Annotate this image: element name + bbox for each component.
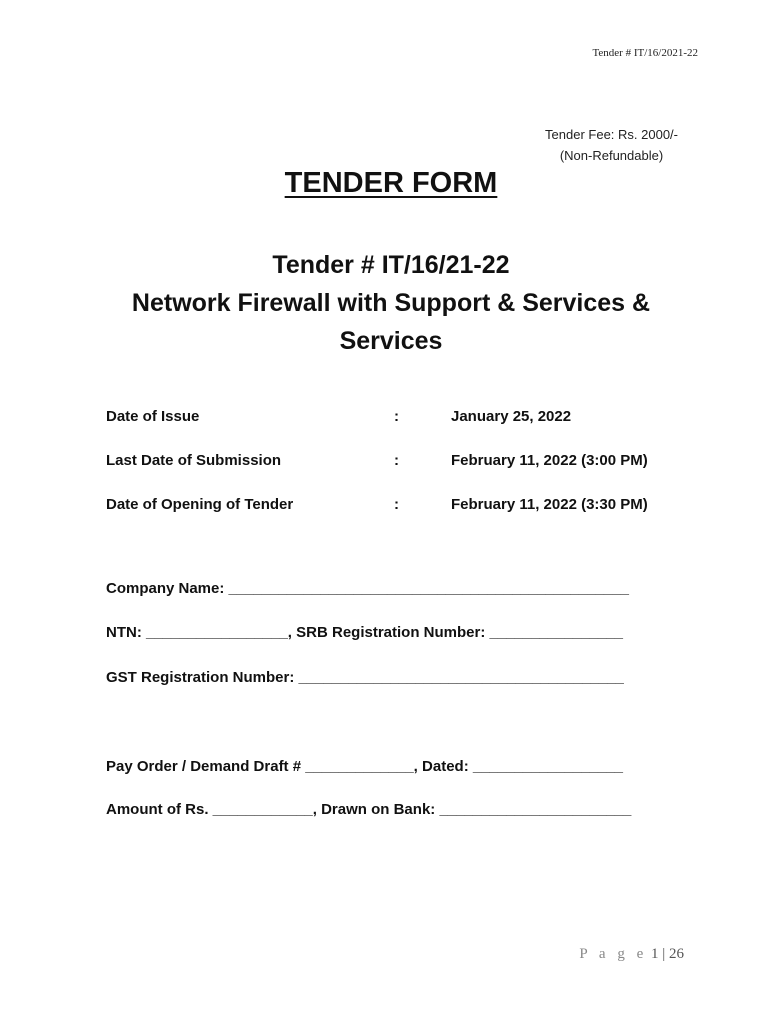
page-number	[579, 946, 684, 963]
schedule-value: February 11, 2022 (3:30 PM)	[451, 496, 648, 513]
schedule-value: January 25, 2022	[451, 408, 572, 425]
page-count: 1 | 26	[650, 946, 684, 962]
page-title: TENDER FORM	[284, 167, 498, 199]
schedule-separator: :	[394, 408, 399, 425]
company-name-field[interactable]: Company Name: ________________________________________________	[106, 580, 629, 597]
tender-subtitle	[0, 246, 770, 360]
page-label: P a g e	[579, 946, 648, 962]
tender-fee	[545, 124, 678, 166]
schedule-value: February 11, 2022 (3:00 PM)	[451, 452, 648, 469]
tender-fee-note: (Non-Refundable)	[559, 148, 664, 163]
gst-registration-field[interactable]: GST Registration Number: _______________________________________	[106, 669, 624, 686]
tender-number: Tender # IT/16/21-22	[272, 251, 510, 279]
schedule-label: Last Date of Submission	[106, 452, 282, 469]
amount-bank-field[interactable]: Amount of Rs. ____________, Drawn on Bank: _______________________	[106, 801, 632, 818]
ntn-srb-field[interactable]: NTN: _________________, SRB Registration Number: ________________	[106, 624, 623, 641]
tender-description: Network Firewall with Support & Services &	[131, 289, 651, 317]
header-tender-reference: Tender # IT/16/2021-22	[592, 47, 698, 59]
tender-fee-amount: Tender Fee: Rs. 2000/-	[545, 127, 678, 142]
schedule-label: Date of Opening of Tender	[106, 496, 294, 513]
schedule-label: Date of Issue	[106, 408, 200, 425]
schedule-separator: :	[394, 496, 399, 513]
pay-order-field[interactable]: Pay Order / Demand Draft # _____________, Dated: __________________	[106, 758, 624, 775]
schedule-separator: :	[394, 452, 399, 469]
tender-description-continued: Services	[339, 327, 443, 355]
